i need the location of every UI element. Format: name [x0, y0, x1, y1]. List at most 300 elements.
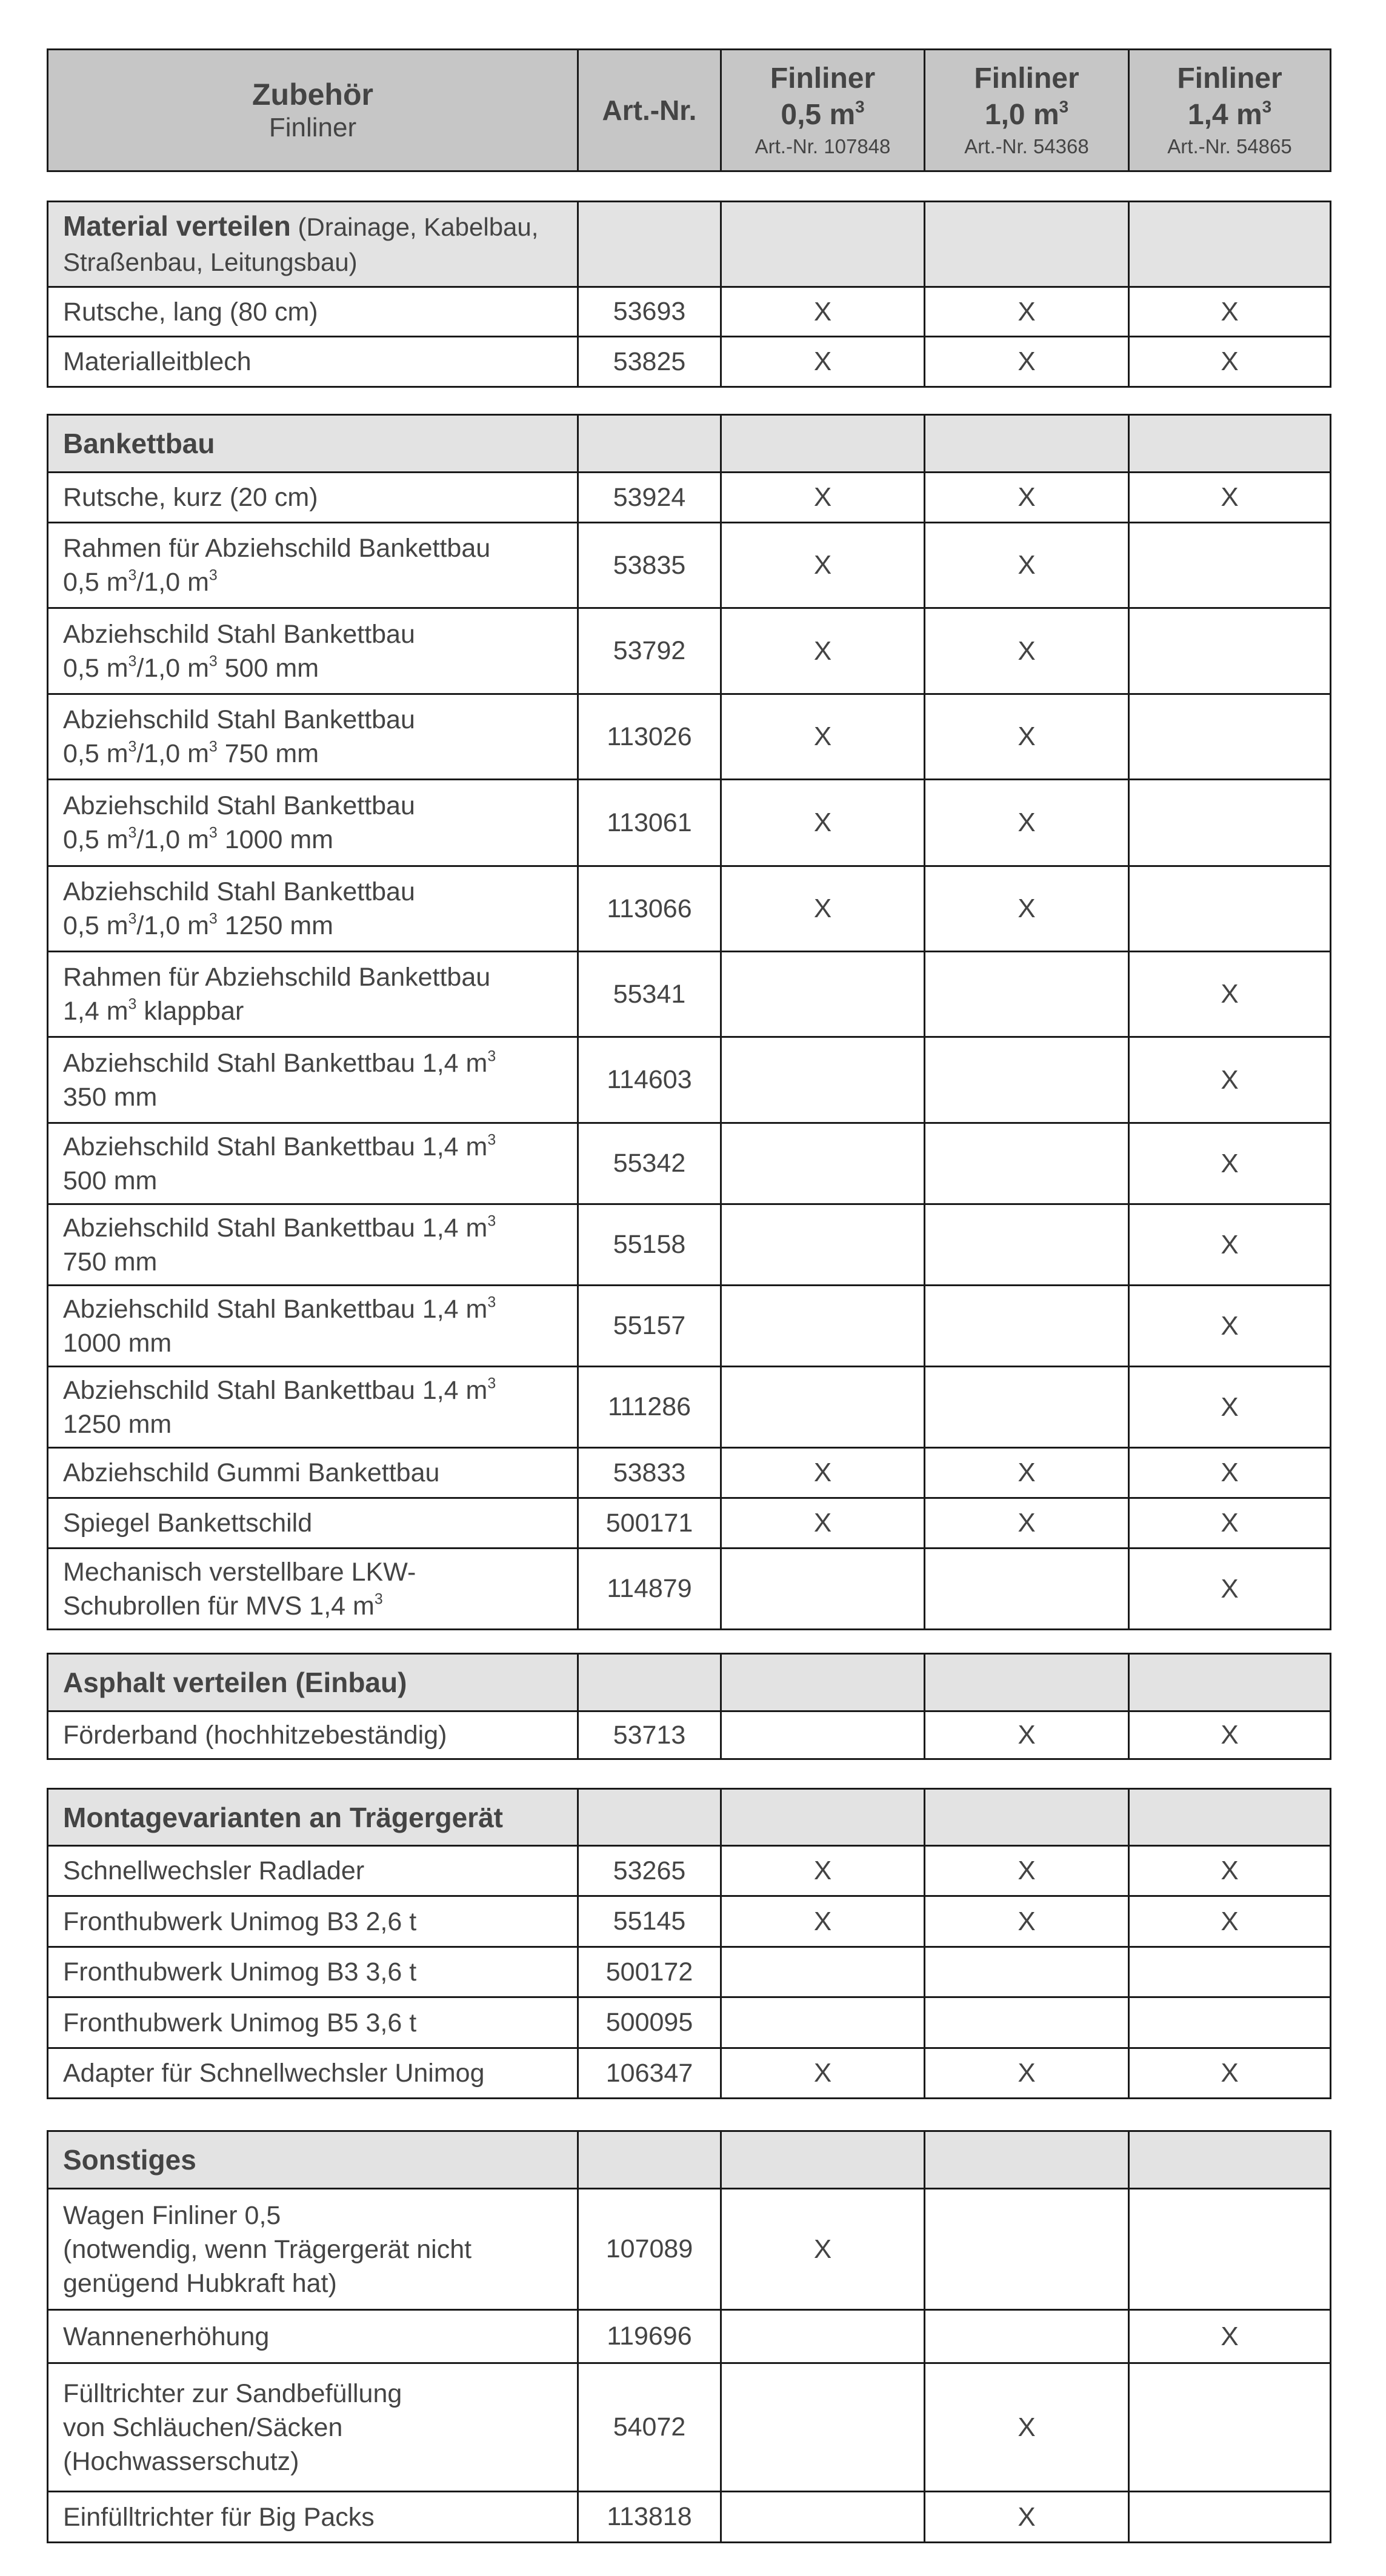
accessory-name-cell [48, 288, 577, 336]
header-model-0 [720, 50, 924, 170]
accessory-name: Mechanisch verstellbare LKW- Schubrollen für MVS 1,4 $m^3$ [63, 1557, 416, 1621]
compatibility-cell-model-1 [924, 1897, 1128, 1946]
art-nr: 113818 [607, 2502, 692, 2531]
superscript-3: 3 [128, 910, 137, 928]
header-model-0-stack [755, 61, 891, 160]
model-volume-value: 1,4 m [1187, 99, 1262, 131]
header-row [48, 50, 1330, 170]
compatibility-cell-model-1 [924, 1998, 1128, 2047]
compatible-x-mark: X [813, 296, 832, 327]
table-row [48, 778, 1330, 865]
compatibility-cell-model-0 [720, 1449, 924, 1497]
accessory-name: Fronthubwerk Unimog B5 3,6 t [63, 2008, 417, 2037]
compatible-x-mark: X [1018, 550, 1036, 580]
section-title-bold: Material verteilen [63, 210, 291, 242]
compatibility-cell-model-2 [1128, 1124, 1330, 1203]
compatibility-cell-model-0 [720, 1712, 924, 1758]
superscript-3: 3 [208, 738, 218, 755]
compatibility-cell-model-0 [720, 2492, 924, 2541]
accessory-name-cell [48, 1998, 577, 2047]
compatibility-cell-model-1 [924, 2049, 1128, 2097]
superscript-3: 3 [487, 1293, 496, 1311]
compatibility-cell-model-0 [720, 780, 924, 865]
compatible-x-mark: X [813, 1458, 832, 1487]
compatible-x-mark: X [1221, 1906, 1239, 1936]
accessory-name-cell [48, 780, 577, 865]
compatible-x-mark: X [1018, 1508, 1036, 1538]
section-header-empty-cell [1128, 2132, 1330, 2188]
accessory-name: Abziehschild Stahl Bankettbau 1,4 $m^3$ 1000 mm [63, 1293, 496, 1358]
compatible-x-mark: X [1221, 347, 1239, 376]
header-model-1 [924, 50, 1128, 170]
accessory-name-cell [48, 1038, 577, 1122]
accessory-name: Materialleitblech [63, 347, 252, 376]
compatibility-cell-model-0 [720, 1367, 924, 1447]
compatibility-cell-model-1 [924, 1124, 1128, 1203]
table-row [48, 1547, 1330, 1628]
section-title-bold: Bankettbau [63, 428, 215, 459]
art-nr-cell [577, 1367, 720, 1447]
art-nr: 53792 [613, 636, 686, 665]
compatible-x-mark: X [813, 1508, 832, 1538]
accessory-name: Abziehschild Stahl Bankettbau 0,5 $m^3/1,0$ $m^3$ 1250 mm [63, 877, 415, 940]
art-nr: 107089 [605, 2234, 693, 2263]
section-header-empty-cell [1128, 202, 1330, 286]
compatible-x-mark: X [1018, 894, 1036, 923]
superscript-3: 3 [487, 1131, 496, 1149]
compatibility-cell-model-1 [924, 780, 1128, 865]
compatibility-cell-model-0 [720, 337, 924, 386]
compatibility-cell-model-0 [720, 288, 924, 336]
accessory-name: Fülltrichter zur Sandbefüllung von Schläuchen/Säcken (Hochwasserschutz) [63, 2378, 402, 2476]
art-nr-cell [577, 1286, 720, 1366]
art-nr-cell [577, 1038, 720, 1122]
accessory-name-cell [48, 1847, 577, 1895]
compatibility-cell-model-1 [924, 1038, 1128, 1122]
table-row [48, 1996, 1330, 2047]
superscript-3: 3 [487, 1047, 496, 1065]
compatible-x-mark: X [1221, 979, 1239, 1009]
art-nr: 55158 [613, 1230, 686, 1259]
model-volume-exponent: 3 [855, 97, 865, 116]
table-row [48, 693, 1330, 778]
compatible-x-mark: X [1221, 1310, 1239, 1341]
art-nr: 113061 [607, 808, 692, 837]
section-title [63, 427, 215, 460]
superscript-3: 3 [374, 1590, 383, 1608]
compatible-x-mark: X [1221, 2321, 1239, 2351]
compatibility-cell-model-2 [1128, 1847, 1330, 1895]
compatibility-cell-model-1 [924, 1449, 1128, 1497]
compatible-x-mark: X [1018, 1720, 1036, 1750]
section-header-empty-cell [577, 1790, 720, 1845]
compatibility-cell-model-2 [1128, 288, 1330, 336]
accessory-name: Abziehschild Stahl Bankettbau 1,4 $m^3$ 750 mm [63, 1212, 496, 1276]
compatibility-cell-model-2 [1128, 1449, 1330, 1497]
art-nr: 500172 [605, 1957, 693, 1987]
compatibility-cell-model-1 [924, 523, 1128, 607]
compatibility-cell-model-1 [924, 695, 1128, 778]
model-volume [985, 97, 1068, 133]
section-material-verteilen [47, 201, 1331, 388]
art-nr: 55145 [613, 1907, 686, 1936]
accessory-name-cell [48, 1499, 577, 1547]
compatible-x-mark: X [1221, 1508, 1239, 1538]
superscript-3: 3 [128, 824, 137, 842]
table-row [48, 2188, 1330, 2309]
section-header-row [48, 2132, 1330, 2188]
table-row [48, 1895, 1330, 1946]
accessory-name-cell [48, 695, 577, 778]
compatible-x-mark: X [813, 1906, 832, 1936]
section-header-empty-cell [1128, 1790, 1330, 1845]
superscript-3: 3 [208, 566, 218, 584]
compatibility-cell-model-0 [720, 1998, 924, 2047]
compatible-x-mark: X [1221, 1856, 1239, 1885]
art-nr-cell [577, 2492, 720, 2541]
accessory-name-cell [48, 523, 577, 607]
compatible-x-mark: X [1018, 1906, 1036, 1936]
model-name: Finliner [770, 62, 876, 95]
compatible-x-mark: X [813, 482, 832, 512]
section-header-empty-cell [577, 2132, 720, 2188]
accessory-name-cell [48, 473, 577, 522]
section-header-row [48, 1790, 1330, 1845]
art-nr: 55157 [613, 1311, 686, 1340]
section-header-empty-cell [1128, 416, 1330, 471]
section-title-bold: Montagevarianten an Trägergerät [63, 1801, 503, 1833]
art-nr: 55341 [613, 979, 686, 1009]
section-header-empty-cell [720, 1655, 924, 1710]
compatibility-cell-model-1 [924, 1549, 1128, 1628]
compatibility-cell-model-0 [720, 952, 924, 1036]
accessory-name-cell [48, 337, 577, 386]
art-nr: 500095 [605, 2008, 693, 2037]
section-title-bold: Sonstiges [63, 2144, 196, 2176]
compatibility-cell-model-0 [720, 695, 924, 778]
section-title [63, 1801, 503, 1834]
compatibility-cell-model-2 [1128, 1205, 1330, 1284]
compatibility-cell-model-2 [1128, 1367, 1330, 1447]
accessory-name: Rutsche, lang (80 cm) [63, 297, 318, 327]
compatible-x-mark: X [1221, 1229, 1239, 1260]
compatible-x-mark: X [813, 550, 832, 580]
section-header-row [48, 416, 1330, 471]
section-header-empty-cell [924, 416, 1128, 471]
accessory-name: Rahmen für Abziehschild Bankettbau 1,4 $m^3$ klappbar [63, 963, 491, 1026]
art-nr-cell [577, 1124, 720, 1203]
art-nr-cell [577, 1205, 720, 1284]
section-title-cell [48, 1790, 577, 1845]
compatible-x-mark: X [813, 722, 832, 751]
compatibility-cell-model-2 [1128, 1549, 1330, 1628]
model-art-nr: Art.-Nr. 107848 [755, 135, 891, 158]
compatible-x-mark: X [1018, 1458, 1036, 1487]
model-art-nr: Art.-Nr. 54368 [964, 135, 1089, 158]
art-nr-cell [577, 609, 720, 693]
art-nr: 53693 [613, 297, 686, 326]
art-nr-cell [577, 1948, 720, 1996]
art-nr-cell [577, 1712, 720, 1758]
art-nr: 106347 [605, 2058, 693, 2088]
table-header [47, 48, 1331, 172]
compatibility-cell-model-0 [720, 523, 924, 607]
accessory-name-cell [48, 1549, 577, 1628]
accessory-name: Spiegel Bankettschild [63, 1509, 313, 1538]
compatible-x-mark: X [813, 894, 832, 923]
table-row [48, 951, 1330, 1036]
accessory-name: Abziehschild Stahl Bankettbau 0,5 $m^3/1,0$ $m^3$ 500 mm [63, 619, 415, 683]
header-art-nr-label: Art.-Nr. [602, 95, 697, 126]
accessory-name: Fronthubwerk Unimog B3 2,6 t [63, 1907, 417, 1936]
compatibility-cell-model-1 [924, 1286, 1128, 1366]
section-header-empty-cell [924, 2132, 1128, 2188]
compatible-x-mark: X [1221, 296, 1239, 327]
section-header-empty-cell [924, 1655, 1128, 1710]
compatibility-cell-model-1 [924, 1499, 1128, 1547]
compatibility-cell-model-0 [720, 1948, 924, 1996]
compatibility-cell-model-2 [1128, 523, 1330, 607]
art-nr: 53835 [613, 550, 686, 580]
art-nr-cell [577, 2049, 720, 2097]
accessory-name-cell [48, 1205, 577, 1284]
art-nr: 54072 [613, 2412, 686, 2442]
compatibility-cell-model-2 [1128, 695, 1330, 778]
art-nr: 500171 [605, 1508, 693, 1538]
compatibility-cell-model-0 [720, 1847, 924, 1895]
compatibility-cell-model-0 [720, 2189, 924, 2309]
compatibility-cell-model-2 [1128, 1712, 1330, 1758]
compatible-x-mark: X [813, 636, 832, 666]
art-nr: 53713 [613, 1720, 686, 1750]
model-volume-value: 1,0 m [984, 99, 1059, 131]
compatible-x-mark: X [1018, 347, 1036, 376]
accessory-name-cell [48, 1124, 577, 1203]
section-title-cell [48, 416, 577, 471]
art-nr: 53265 [613, 1856, 686, 1885]
art-nr-cell [577, 2311, 720, 2362]
art-nr: 53924 [613, 482, 686, 512]
accessory-name-cell [48, 2492, 577, 2541]
compatibility-cell-model-2 [1128, 1038, 1330, 1122]
compatible-x-mark: X [813, 808, 832, 837]
accessory-name-cell [48, 1367, 577, 1447]
compatibility-cell-model-0 [720, 1038, 924, 1122]
art-nr-cell [577, 288, 720, 336]
header-model-1-stack [964, 61, 1088, 160]
header-accessory-cell [48, 50, 577, 170]
art-nr-cell [577, 2364, 720, 2491]
section-header-row [48, 1655, 1330, 1710]
section-sonstiges [47, 2130, 1331, 2543]
section-title-bold: Asphalt verteilen (Einbau) [63, 1667, 407, 1698]
table-row [48, 2047, 1330, 2097]
compatibility-cell-model-1 [924, 288, 1128, 336]
section-title-detail: (Drainage, Kabelbau, Straßenbau, Leitungsbau) [63, 213, 539, 276]
header-title: Zubehör [252, 78, 373, 111]
table-row [48, 865, 1330, 951]
compatible-x-mark: X [1221, 1573, 1239, 1604]
art-nr-cell [577, 867, 720, 951]
art-nr-cell [577, 337, 720, 386]
accessory-name-cell [48, 2311, 577, 2362]
compatibility-cell-model-0 [720, 867, 924, 951]
section-title [63, 1665, 407, 1699]
table-row [48, 1447, 1330, 1497]
compatible-x-mark: X [813, 2058, 832, 2088]
model-name: Finliner [974, 62, 1079, 95]
compatibility-cell-model-0 [720, 473, 924, 522]
art-nr: 119696 [607, 2322, 692, 2351]
compatible-x-mark: X [1221, 1392, 1239, 1422]
compatible-x-mark: X [1221, 1720, 1239, 1750]
accessory-name: Einfülltrichter für Big Packs [63, 2502, 375, 2532]
compatibility-cell-model-1 [924, 1847, 1128, 1895]
model-art-nr: Art.-Nr. 54865 [1167, 135, 1292, 158]
section-title-cell [48, 2132, 577, 2188]
compatibility-cell-model-0 [720, 2364, 924, 2491]
compatible-x-mark: X [813, 1856, 832, 1885]
table-row [48, 1203, 1330, 1284]
header-accessory-stack [252, 77, 373, 144]
compatible-x-mark: X [813, 2234, 832, 2264]
accessory-name-cell [48, 867, 577, 951]
compatibility-cell-model-2 [1128, 2311, 1330, 2362]
compatibility-cell-model-2 [1128, 1499, 1330, 1547]
section-header-row [48, 202, 1330, 286]
compatibility-cell-model-0 [720, 609, 924, 693]
accessory-name-cell [48, 2189, 577, 2309]
compatibility-cell-model-2 [1128, 1948, 1330, 1996]
table-row [48, 336, 1330, 386]
compatibility-cell-model-2 [1128, 1286, 1330, 1366]
table-row [48, 2491, 1330, 2541]
accessory-name: Rutsche, kurz (20 cm) [63, 483, 318, 512]
compatibility-cell-model-0 [720, 1549, 924, 1628]
compatibility-cell-model-1 [924, 867, 1128, 951]
table-row [48, 1497, 1330, 1547]
table-row [48, 1122, 1330, 1203]
compatibility-cell-model-1 [924, 1205, 1128, 1284]
accessory-name: Förderband (hochhitzebeständig) [63, 1721, 447, 1750]
compatibility-cell-model-0 [720, 2311, 924, 2362]
model-name: Finliner [1177, 62, 1282, 95]
compatible-x-mark: X [813, 347, 832, 376]
table-row [48, 1284, 1330, 1366]
superscript-3: 3 [128, 995, 137, 1013]
art-nr-cell [577, 695, 720, 778]
compatible-x-mark: X [1018, 1856, 1036, 1885]
compatibility-cell-model-2 [1128, 337, 1330, 386]
compatibility-cell-model-0 [720, 1897, 924, 1946]
compatible-x-mark: X [1018, 482, 1036, 512]
compatible-x-mark: X [1221, 482, 1239, 512]
compatibility-cell-model-1 [924, 2189, 1128, 2309]
accessory-name-cell [48, 952, 577, 1036]
art-nr-cell [577, 1499, 720, 1547]
compatibility-cell-model-2 [1128, 609, 1330, 693]
accessory-name-cell [48, 1897, 577, 1946]
accessory-name: Abziehschild Stahl Bankettbau 0,5 $m^3/1,0$ $m^3$ 1000 mm [63, 791, 415, 854]
table-row [48, 1845, 1330, 1895]
compatibility-cell-model-0 [720, 2049, 924, 2097]
art-nr-cell [577, 1549, 720, 1628]
accessory-name: Abziehschild Stahl Bankettbau 0,5 $m^3/1,0$ $m^3$ 750 mm [63, 705, 415, 768]
section-title [63, 209, 548, 279]
accessory-name-cell [48, 1712, 577, 1758]
compatibility-cell-model-2 [1128, 473, 1330, 522]
compatibility-cell-model-2 [1128, 780, 1330, 865]
compatibility-cell-model-1 [924, 2364, 1128, 2491]
accessory-name: Rahmen für Abziehschild Bankettbau 0,5 $m^3/1,0$ $m^3$ [63, 534, 491, 597]
compatibility-cell-model-2 [1128, 1897, 1330, 1946]
section-bankettbau [47, 414, 1331, 1630]
compatibility-cell-model-0 [720, 1124, 924, 1203]
art-nr-cell [577, 473, 720, 522]
art-nr-cell [577, 1847, 720, 1895]
accessory-name: Wannenerhöhung [63, 2322, 270, 2351]
table-row [48, 1946, 1330, 1996]
compatibility-cell-model-1 [924, 1712, 1128, 1758]
art-nr: 53825 [613, 347, 686, 376]
compatible-x-mark: X [1018, 296, 1036, 327]
section-header-empty-cell [577, 1655, 720, 1710]
accessory-name: Schnellwechsler Radlader [63, 1856, 365, 1885]
superscript-3: 3 [208, 910, 218, 928]
header-art-nr-cell [577, 50, 720, 170]
compatibility-cell-model-1 [924, 1948, 1128, 1996]
model-volume-value: 0,5 m [781, 99, 856, 131]
superscript-3: 3 [128, 738, 137, 755]
section-header-empty-cell [720, 2132, 924, 2188]
compatibility-cell-model-1 [924, 337, 1128, 386]
compatible-x-mark: X [1221, 1458, 1239, 1487]
compatibility-cell-model-1 [924, 609, 1128, 693]
compatibility-cell-model-2 [1128, 2049, 1330, 2097]
compatible-x-mark: X [1018, 722, 1036, 751]
section-header-empty-cell [720, 202, 924, 286]
accessory-name: Abziehschild Stahl Bankettbau 1,4 $m^3$ 350 mm [63, 1047, 496, 1112]
compatibility-cell-model-2 [1128, 1998, 1330, 2047]
section-title-cell [48, 1655, 577, 1710]
table-row [48, 1366, 1330, 1447]
table-row [48, 607, 1330, 693]
art-nr-cell [577, 1998, 720, 2047]
model-volume [781, 97, 864, 133]
accessory-name: Abziehschild Gummi Bankettbau [63, 1458, 440, 1487]
accessory-name-cell [48, 2364, 577, 2491]
accessory-name-cell [48, 609, 577, 693]
compatible-x-mark: X [1221, 1148, 1239, 1178]
art-nr-cell [577, 780, 720, 865]
section-header-empty-cell [577, 202, 720, 286]
table-row [48, 1036, 1330, 1122]
section-asphalt-verteilen [47, 1653, 1331, 1760]
compatible-x-mark: X [1018, 636, 1036, 666]
accessory-name: Adapter für Schnellwechsler Unimog [63, 2059, 485, 2088]
art-nr-cell [577, 952, 720, 1036]
accessory-name-cell [48, 1948, 577, 1996]
section-header-empty-cell [720, 416, 924, 471]
art-nr-cell [577, 523, 720, 607]
section-title-cell [48, 202, 577, 286]
accessory-name: Wagen Finliner 0,5 (notwendig, wenn Trägergerät nicht genügend Hubkraft hat) [63, 2200, 472, 2298]
art-nr: 114603 [607, 1065, 692, 1094]
compatible-x-mark: X [1018, 2412, 1036, 2442]
section-montagevarianten [47, 1788, 1331, 2099]
compatibility-cell-model-1 [924, 2492, 1128, 2541]
compatibility-cell-model-0 [720, 1286, 924, 1366]
